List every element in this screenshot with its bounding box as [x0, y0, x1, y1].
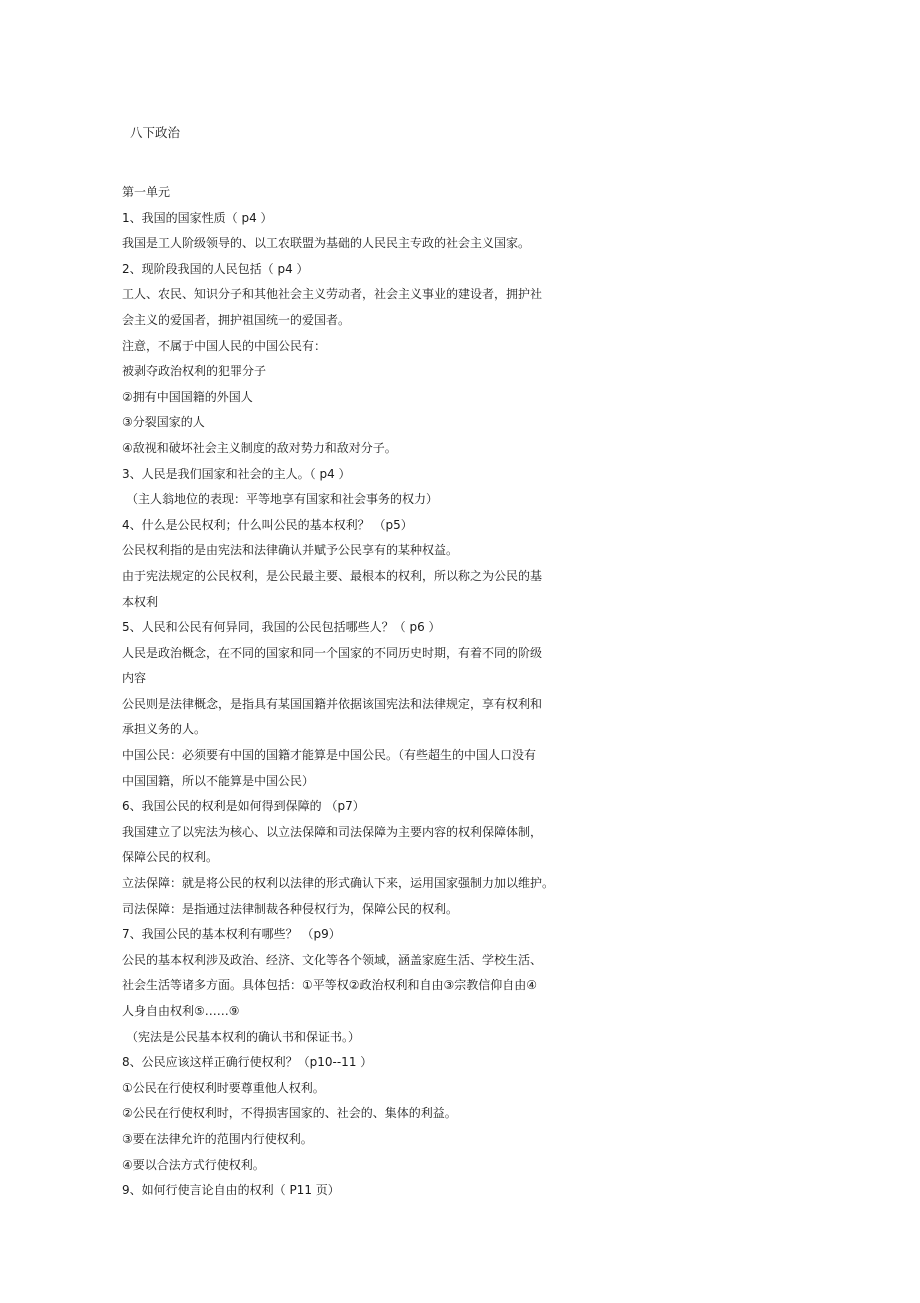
- answer-line: 公民权利指的是由宪法和法律确认并赋予公民享有的某种权益。: [122, 543, 459, 558]
- question-heading: 3、人民是我们国家和社会的主人。（ p4 ）: [122, 466, 351, 481]
- answer-line: 司法保障：是指通过法律制裁各种侵权行为，保障公民的权利。: [122, 901, 459, 916]
- answer-line: 公民的基本权利涉及政治、经济、文化等各个领域，涵盖家庭生活、学校生活、: [122, 952, 543, 967]
- answer-line: 会主义的爱国者，拥护祖国统一的爱国者。: [122, 312, 351, 327]
- answer-line: ②拥有中国国籍的外国人: [122, 389, 253, 404]
- document-title: 八下政治: [130, 125, 181, 140]
- answer-line: 立法保障：就是将公民的权利以法律的形式确认下来，运用国家强制力加以维护。: [122, 876, 555, 891]
- answer-line: 人身自由权利⑤……⑨: [122, 1004, 240, 1018]
- answer-line: 中国公民：必须要有中国的国籍才能算是中国公民。（有些超生的中国人口没有: [122, 748, 537, 763]
- answer-line: 内容: [122, 671, 147, 686]
- question-heading: 8、公民应该这样正确行使权利？（p10--11 ）: [122, 1055, 373, 1070]
- answer-line: （宪法是公民基本权利的确认书和保证书。）: [126, 1029, 361, 1044]
- answer-line: 人民是政治概念，在不同的国家和同一个国家的不同历史时期，有着不同的阶级: [122, 645, 543, 660]
- section-heading: 第一单元: [122, 185, 171, 199]
- answer-line: 工人、农民、知识分子和其他社会主义劳动者，社会主义事业的建设者，拥护社: [122, 287, 543, 302]
- answer-line: ④要以合法方式行使权利。: [122, 1157, 265, 1172]
- answer-line: 被剥夺政治权利的犯罪分子: [122, 364, 267, 379]
- answer-line: ②公民在行使权利时，不得损害国家的、社会的、集体的利益。: [122, 1106, 457, 1121]
- answer-line: 社会生活等诸多方面。具体包括：①平等权②政治权利和自由③宗教信仰自由④: [122, 978, 538, 993]
- answer-line: （主人翁地位的表现：平等地享有国家和社会事务的权力）: [126, 492, 439, 507]
- question-heading: 6、我国公民的权利是如何得到保障的 （p7）: [122, 799, 365, 814]
- answer-line: 保障公民的权利。: [122, 850, 219, 865]
- note-line: 注意，不属于中国人民的中国公民有：: [122, 338, 327, 353]
- answer-line: 中国国籍，所以不能算是中国公民）: [122, 773, 315, 788]
- answer-line: ①公民在行使权利时要尊重他人权利。: [122, 1080, 325, 1095]
- answer-line: ④敌视和破坏社会主义制度的敌对势力和敌对分子。: [122, 440, 397, 455]
- question-heading: 2、现阶段我国的人民包括（ p4 ）: [122, 261, 309, 276]
- document-body: [122, 180, 592, 1204]
- question-heading: 7、我国公民的基本权利有哪些？ （p9）: [122, 927, 341, 942]
- answer-line: 我国是工人阶级领导的、以工农联盟为基础的人民民主专政的社会主义国家。: [122, 236, 531, 251]
- answer-line: ③分裂国家的人: [122, 415, 205, 430]
- answer-line: 由于宪法规定的公民权利，是公民最主要、最根本的权利，所以称之为公民的基: [122, 568, 543, 583]
- answer-line: 承担义务的人。: [122, 722, 207, 737]
- answer-line: ③要在法律允许的范围内行使权利。: [122, 1131, 313, 1146]
- answer-line: 我国建立了以宪法为核心、以立法保障和司法保障为主要内容的权利保障体制，: [122, 824, 543, 839]
- answer-line: 公民则是法律概念，是指具有某国国籍并依据该国宪法和法律规定，享有权利和: [122, 696, 543, 711]
- question-heading: 4、什么是公民权利；什么叫公民的基本权利？ （p5）: [122, 517, 413, 532]
- question-heading: 5、人民和公民有何异同，我国的公民包括哪些人？（ p6 ）: [122, 620, 441, 635]
- question-heading: 9、如何行使言论自由的权利（ P11 页）: [122, 1183, 340, 1198]
- answer-line: 本权利: [122, 594, 159, 609]
- question-heading: 1、我国的国家性质（ p4 ）: [122, 210, 273, 225]
